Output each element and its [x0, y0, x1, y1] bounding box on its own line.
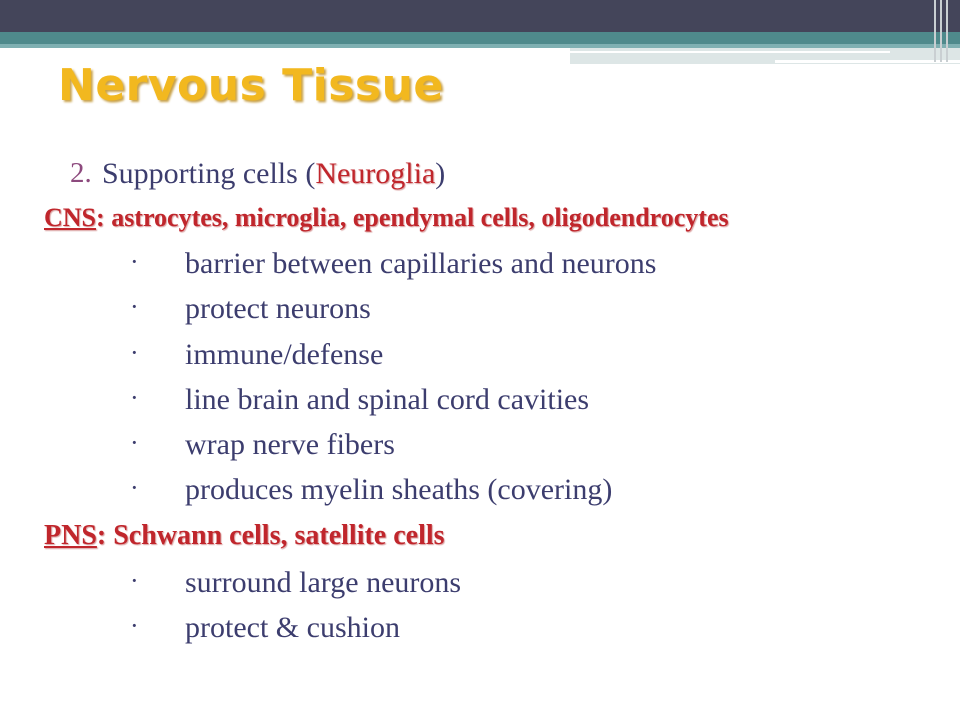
bullet-icon: ·	[130, 428, 139, 457]
item-highlight: Neuroglia	[315, 157, 436, 190]
item-text-close: )	[435, 157, 446, 190]
bullet-text: surround large neurons	[185, 566, 462, 599]
pns-text: Schwann cells, satellite cells	[113, 520, 445, 551]
cns-separator: :	[96, 203, 112, 232]
cns-label: CNS	[44, 203, 97, 232]
header-accent-line	[775, 60, 960, 63]
bullet-icon: ·	[130, 338, 139, 367]
bullet-text: protect & cushion	[185, 611, 400, 644]
bullet-icon: ·	[130, 383, 139, 412]
header-bar	[0, 0, 960, 32]
pns-line	[44, 520, 445, 552]
cns-line	[44, 203, 729, 233]
bullet-text: immune/defense	[185, 338, 384, 371]
cns-text: astrocytes, microglia, ependymal cells, oligodendrocytes	[111, 203, 729, 232]
bullet-text: line brain and spinal cord cavities	[185, 383, 590, 416]
bullet-icon: ·	[130, 473, 139, 502]
pns-label: PNS	[44, 520, 97, 551]
bullet-icon: ·	[130, 566, 139, 595]
bullet-text: produces myelin sheaths (covering)	[185, 473, 613, 506]
header-vertical-lines	[934, 0, 954, 62]
bullet-icon: ·	[130, 611, 139, 640]
item-text: Supporting cells (	[102, 157, 316, 190]
item-number: 2.	[70, 157, 92, 189]
header-stripe	[0, 32, 960, 44]
bullet-icon: ·	[130, 247, 139, 276]
slide-title: Nervous Tissue	[58, 60, 444, 111]
bullet-text: wrap nerve fibers	[185, 428, 395, 461]
bullet-icon: ·	[130, 292, 139, 321]
bullet-text: protect neurons	[185, 292, 371, 325]
bullet-text: barrier between capillaries and neurons	[185, 247, 657, 280]
pns-separator: :	[96, 520, 114, 551]
header-accent-line	[570, 51, 890, 53]
